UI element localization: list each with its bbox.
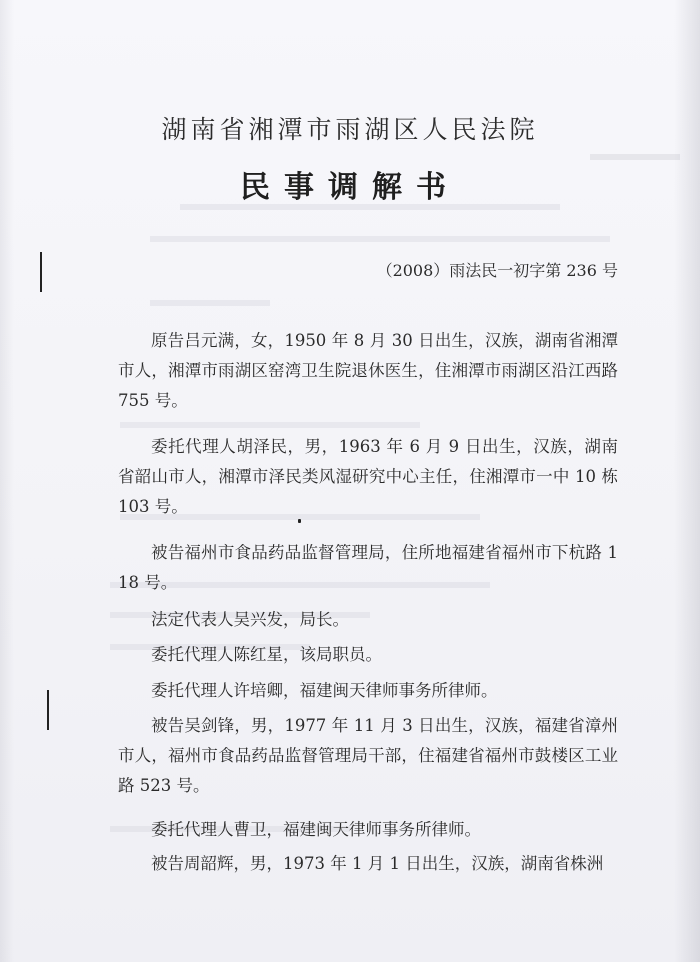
case-number: （2008）雨法民一初字第 236 号 — [376, 261, 618, 280]
show-through-line — [0, 232, 700, 246]
show-through-texture — [0, 296, 700, 310]
paragraph-defendant-bureau: 被告福州市食品药品监督管理局，住所地福建省福州市下杭路 118 号。 — [118, 543, 618, 592]
paragraph-legal-representative: 法定代表人吴兴发，局长。 — [151, 610, 349, 629]
show-through-line — [0, 418, 700, 432]
paragraph-plaintiff: 原告吕元满，女，1950 年 8 月 30 日出生，汉族，湖南省湘潭市人，湘潭市雨湖区窑湾卫生院退休医生，住湘潭市雨湖区沿江西路 755 号。 — [118, 331, 618, 410]
paragraph-defendant-zhou: 被告周韶辉，男，1973 年 1 月 1 日出生，汉族，湖南省株洲 — [151, 854, 604, 873]
paragraph-bureau-agent-1: 委托代理人陈红星，该局职员。 — [151, 645, 382, 664]
paragraph-defendant-wu: 被告吴剑锋，男，1977 年 11 月 3 日出生，汉族，福建省漳州市人，福州市食品药品监督管理局干部，住福建省福州市鼓楼区工业路 523 号。 — [118, 716, 618, 795]
document-title: 民事调解书 — [240, 170, 460, 205]
show-through-texture — [0, 418, 700, 432]
show-through-line — [0, 296, 700, 310]
binding-mark-top — [40, 252, 42, 292]
court-name: 湖南省湘潭市雨湖区人民法院 — [161, 115, 539, 144]
paragraph-bureau-agent-2: 委托代理人许培卿，福建闽天律师事务所律师。 — [151, 681, 498, 700]
ink-dot — [298, 519, 301, 523]
paragraph-wu-agent: 委托代理人曹卫，福建闽天律师事务所律师。 — [151, 820, 481, 839]
show-through-texture — [0, 232, 700, 246]
paragraph-plaintiff-agent: 委托代理人胡泽民，男，1963 年 6 月 9 日出生，汉族，湖南省韶山市人，湘潭市泽民类风湿研究中心主任，住湘潭市一中 10 栋 103 号。 — [118, 437, 618, 516]
binding-mark-bottom — [47, 690, 49, 730]
